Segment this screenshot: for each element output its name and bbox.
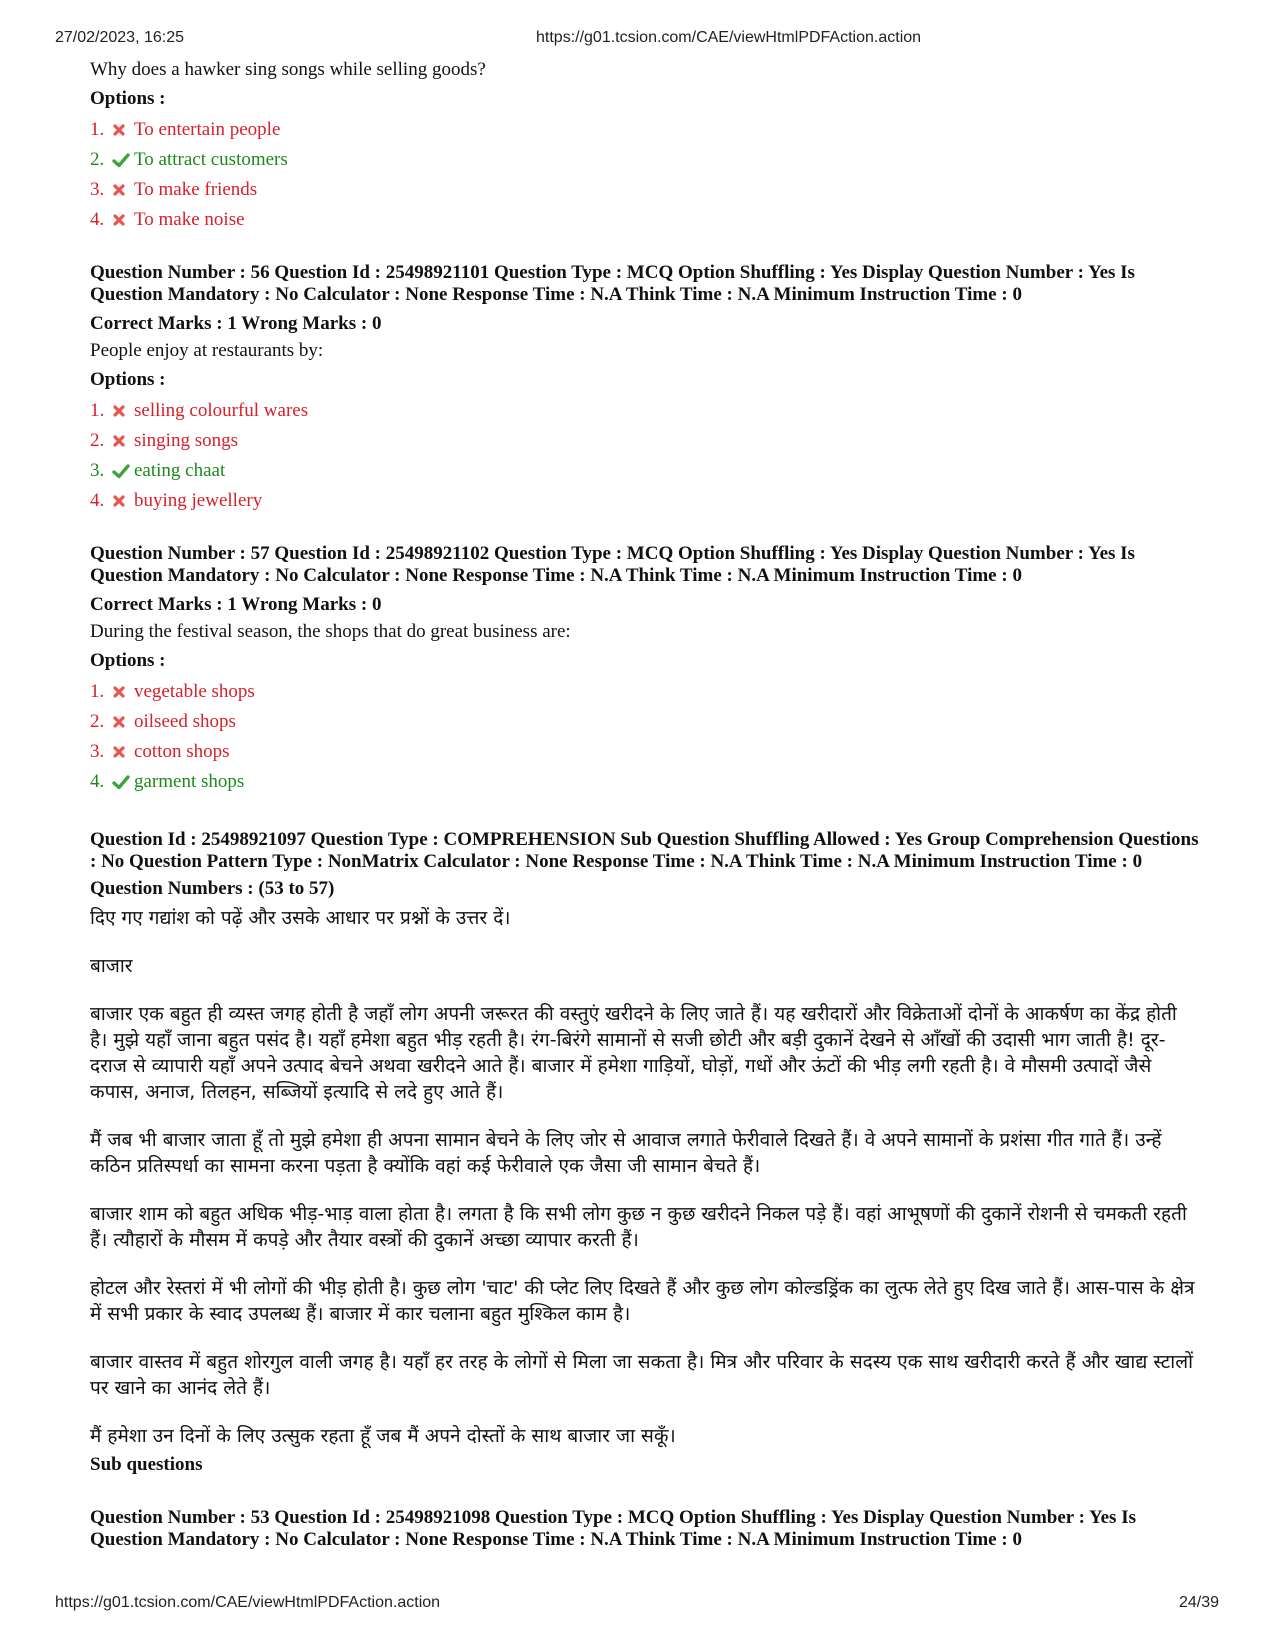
- print-footer-url: https://g01.tcsion.com/CAE/viewHtmlPDFAction.action: [55, 1594, 441, 1611]
- question-marks: Correct Marks : 1 Wrong Marks : 0: [90, 594, 382, 615]
- option-item: [90, 456, 1200, 486]
- cross-icon: [112, 434, 134, 448]
- question-numbers: Question Numbers : (53 to 57): [90, 878, 335, 899]
- sub-questions-label: Sub questions: [90, 1454, 203, 1475]
- option-text: buying jewellery: [134, 490, 263, 511]
- passage-paragraph-6: मैं हमेशा उन दिनों के लिए उत्सुक रहता हूँ जब मैं अपने दोस्तों के साथ बाजार जा सकूँ।: [90, 1425, 676, 1447]
- option-text: To make friends: [134, 179, 258, 200]
- question-stem: During the festival season, the shops that do great business are:: [90, 621, 571, 642]
- options-list: [90, 396, 1200, 516]
- page-number: 24/39: [1178, 1594, 1219, 1611]
- option-text: To make noise: [134, 209, 245, 230]
- options-list: [90, 677, 1200, 797]
- option-item: [90, 426, 1200, 456]
- passage-paragraph-1: बाजार एक बहुत ही व्यस्त जगह होती है जहाँ लोग अपनी जरूरत की वस्तुएं खरीदने के लिए जाते हैं। यह खरीदारों और विक्रेताओं दोनों के आकर्षण का केंद्र होती है। मुझे यहाँ जाना बहुत पसंद है। यहाँ हमेशा बहुत भीड़ रहती है। रंग-बिरंगे सामानों से सजी छोटी और बड़ी दुकानें देखने से आँखों की उदासी भाग जाती है! दूर-दराज से व्यापारी यहाँ अपने उत्पाद बेचने अथवा खरीदने आते हैं। बाजार में हमेशा गाड़ियों, घोड़ों, गधों और ऊंटों की भीड़ लगी रहती है। वे मौसमी उत्पादों जैसे कपास, अनाज, तिलहन, सब्जियों इत्यादि से लदे हुए आते हैं।: [90, 1003, 1177, 1103]
- option-item: [90, 737, 1200, 767]
- option-text: garment shops: [134, 771, 245, 792]
- option-number: 4.: [90, 771, 105, 792]
- question-53: [90, 1507, 1200, 1551]
- option-text: vegetable shops: [134, 681, 255, 702]
- option-text: eating chaat: [134, 460, 226, 481]
- question-meta: Question Number : 53 Question Id : 25498921098 Question Type : MCQ Option Shuffling : Yes Display Question Number : Yes Is Question Mandatory : No Calculator : None Response Time : N.A Think Time : N.A Minimum Instruction Time : 0: [90, 1507, 1136, 1550]
- option-number: 4.: [90, 490, 105, 511]
- cross-icon: [112, 404, 134, 418]
- option-item: [90, 767, 1200, 797]
- check-icon: [112, 463, 134, 479]
- cross-icon: [112, 183, 134, 197]
- option-number: 3.: [90, 741, 105, 762]
- question-stem: People enjoy at restaurants by:: [90, 340, 324, 361]
- cross-icon: [112, 123, 134, 137]
- option-item: [90, 145, 1200, 175]
- option-text: To attract customers: [134, 149, 288, 170]
- cross-icon: [112, 715, 134, 729]
- print-header-url: https://g01.tcsion.com/CAE/viewHtmlPDFAction.action: [536, 29, 922, 46]
- option-text: singing songs: [134, 430, 238, 451]
- passage-paragraph-4: होटल और रेस्तरां में भी लोगों की भीड़ होती है। कुछ लोग 'चाट' की प्लेट लिए दिखते हैं और कुछ लोग कोल्डड्रिंक का लुत्फ लेते हुए दिख जाते हैं। आस-पास के क्षेत्र में सभी प्रकार के स्वाद उपलब्ध हैं। बाजार में कार चलाना बहुत मुश्किल काम है।: [90, 1277, 1195, 1325]
- option-number: 1.: [90, 400, 105, 421]
- option-item: [90, 205, 1200, 235]
- page-content: [90, 58, 1200, 1551]
- option-item: [90, 396, 1200, 426]
- options-label: Options :: [90, 88, 166, 109]
- option-text: oilseed shops: [134, 711, 236, 732]
- option-number: 2.: [90, 430, 105, 451]
- option-item: [90, 175, 1200, 205]
- option-text: cotton shops: [134, 741, 230, 762]
- question-meta: Question Number : 56 Question Id : 25498921101 Question Type : MCQ Option Shuffling : Yes Display Question Number : Yes Is Question Mandatory : No Calculator : None Response Time : N.A Think Time : N.A Minimum Instruction Time : 0: [90, 262, 1135, 305]
- option-item: [90, 707, 1200, 737]
- question-stem: Why does a hawker sing songs while selling goods?: [90, 59, 486, 80]
- option-number: 1.: [90, 681, 105, 702]
- cross-icon: [112, 494, 134, 508]
- comprehension-instruction: दिए गए गद्यांश को पढ़ें और उसके आधार पर प्रश्नों के उत्तर दें।: [90, 907, 511, 929]
- option-item: [90, 486, 1200, 516]
- passage-paragraph-3: बाजार शाम को बहुत अधिक भीड़-भाड़ वाला होता है। लगता है कि सभी लोग कुछ न कुछ खरीदने निकल पड़े हैं। वहां आभूषणों की दुकानें रोशनी से चमकती रहती हैं। त्यौहारों के मौसम में कपड़े और तैयार वस्त्रों की दुकानें अच्छा व्यापार करती हैं।: [90, 1203, 1187, 1251]
- print-datetime: 27/02/2023, 16:25: [55, 29, 185, 46]
- option-item: [90, 115, 1200, 145]
- option-number: 2.: [90, 711, 105, 732]
- check-icon: [112, 152, 134, 168]
- options-label: Options :: [90, 369, 166, 390]
- options-label: Options :: [90, 650, 166, 671]
- cross-icon: [112, 213, 134, 227]
- passage-paragraph-5: बाजार वास्तव में बहुत शोरगुल वाली जगह है। यहाँ हर तरह के लोगों से मिला जा सकता है। मित्र और परिवार के सदस्य एक साथ खरीदारी करते हैं और खाद्य स्टालों पर खाने का आनंद लेते हैं।: [90, 1351, 1194, 1399]
- options-list: [90, 115, 1200, 235]
- option-number: 3.: [90, 460, 105, 481]
- option-text: To entertain people: [134, 119, 281, 140]
- comprehension-block: [90, 829, 1200, 1477]
- cross-icon: [112, 745, 134, 759]
- passage-title: बाजार: [90, 955, 133, 977]
- question-55: [90, 58, 1200, 235]
- cross-icon: [112, 685, 134, 699]
- question-57: [90, 543, 1200, 797]
- option-text: selling colourful wares: [134, 400, 309, 421]
- option-number: 4.: [90, 209, 105, 230]
- question-56: [90, 262, 1200, 516]
- option-number: 1.: [90, 119, 105, 140]
- option-number: 3.: [90, 179, 105, 200]
- option-number: 2.: [90, 149, 105, 170]
- comprehension-meta: Question Id : 25498921097 Question Type : COMPREHENSION Sub Question Shuffling Allowed : Yes Group Comprehension Questions : No Question Pattern Type : NonMatrix Calculator : None Response Time : N.A Think Time : N.A Minimum Instruction Time : 0: [90, 829, 1199, 872]
- check-icon: [112, 774, 134, 790]
- option-item: [90, 677, 1200, 707]
- question-meta: Question Number : 57 Question Id : 25498921102 Question Type : MCQ Option Shuffling : Yes Display Question Number : Yes Is Question Mandatory : No Calculator : None Response Time : N.A Think Time : N.A Minimum Instruction Time : 0: [90, 543, 1135, 586]
- passage-paragraph-2: मैं जब भी बाजार जाता हूँ तो मुझे हमेशा ही अपना सामान बेचने के लिए जोर से आवाज लगाते फेरीवाले दिखते हैं। वे अपने सामानों के प्रशंसा गीत गाते हैं। उन्हें कठिन प्रतिस्पर्धा का सामना करना पड़ता है क्योंकि वहां कई फेरीवाले एक जैसा जी सामान बेचते हैं।: [90, 1129, 1162, 1177]
- question-marks: Correct Marks : 1 Wrong Marks : 0: [90, 313, 382, 334]
